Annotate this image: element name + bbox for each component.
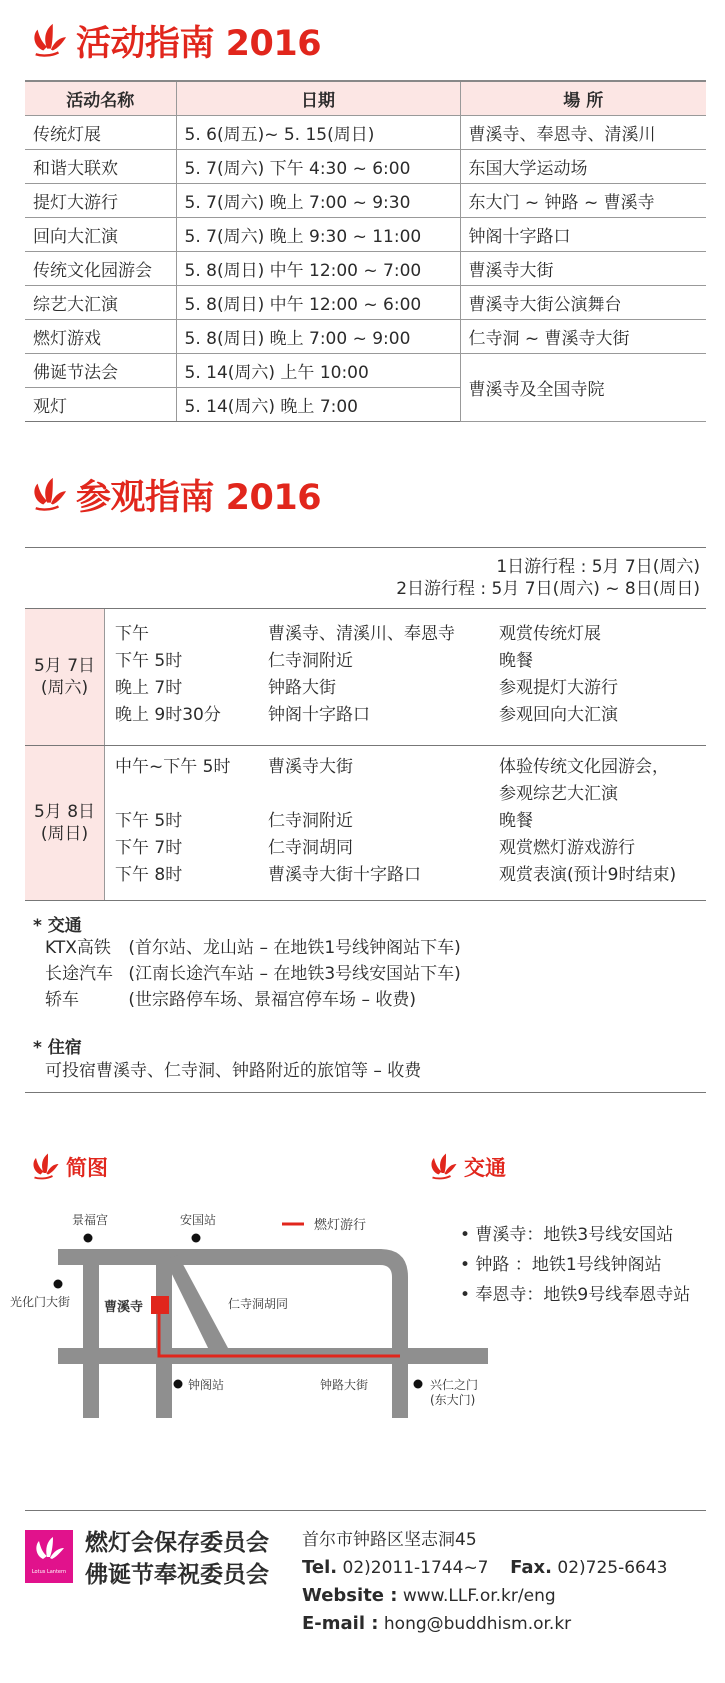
jogyesa-marker: [151, 1296, 169, 1314]
tour-line-2: 2日游行程 : 5月 7日(周六) ~ 8日(周日): [396, 579, 700, 599]
schedule-place: 钟阁十字路口: [268, 705, 370, 725]
table-row: [25, 217, 706, 251]
map-title: 简图: [30, 1152, 108, 1182]
event-place: 仁寺洞 ~ 曹溪寺大街: [460, 319, 706, 353]
fax-label: Fax.: [510, 1557, 552, 1578]
event-name: 提灯大游行: [25, 183, 176, 217]
organization-logo: [25, 1530, 73, 1583]
schedule-time: 下午 8时: [115, 865, 183, 885]
event-date: 5. 6(周五)~ 5. 15(周日): [176, 115, 460, 149]
day-weekday: (周日): [40, 824, 89, 844]
transit-list: [460, 1220, 690, 1310]
table-row: [25, 285, 706, 319]
organization-names: [85, 1527, 269, 1591]
table-row: [25, 115, 706, 149]
event-place: 东国大学运动场: [460, 149, 706, 183]
website-label: Website :: [302, 1585, 398, 1606]
schedule-activity: 体验传统文化园游会，: [499, 757, 669, 777]
transit-item: • 钟路 ：地铁1号线钟阁站: [460, 1255, 662, 1275]
day-date: 5月 8日: [33, 802, 96, 822]
event-name: 佛诞节法会: [25, 353, 176, 387]
schedule-activity: 观赏表演(预计9时结束): [499, 865, 677, 885]
footer-divider: [25, 1510, 706, 1511]
schedule-activity: 观赏燃灯游戏游行: [499, 838, 635, 858]
schedule-time: 下午: [115, 624, 149, 644]
event-place: 曹溪寺、奉恩寺、清溪川: [460, 115, 706, 149]
table-row: [25, 251, 706, 285]
transport-detail: (江南长途汽车站 – 在地铁3号线安国站下车): [128, 964, 461, 984]
transport-detail: (世宗路停车场、景福宫停车场 – 收费): [128, 990, 416, 1010]
map-label-jongno: 钟路大街: [320, 1378, 369, 1392]
tel-value: 02)2011-1744~7: [342, 1558, 489, 1578]
schedule-place: 仁寺洞附近: [268, 651, 353, 671]
map-label-gwanghwamun: 光化门大街: [10, 1295, 71, 1309]
column-header: 活动名称: [25, 81, 176, 115]
map-road: [165, 1255, 228, 1356]
lotus-logo-icon: [29, 1535, 69, 1579]
email-line: [302, 1610, 668, 1638]
map-label-gyeongbokgung: 景福宫: [72, 1213, 109, 1227]
transport-item: [45, 988, 416, 1012]
email-link[interactable]: hong@buddhism.or.kr: [383, 1614, 572, 1634]
lotus-icon: [30, 22, 68, 60]
table-header-row: [25, 81, 706, 115]
events-table: [25, 80, 706, 422]
lotus-icon: [30, 1152, 60, 1182]
schedule-activity: 观赏传统灯展: [499, 624, 601, 644]
event-name: 传统灯展: [25, 115, 176, 149]
schedule-place: 仁寺洞附近: [268, 811, 353, 831]
schedule-time: 下午 5时: [115, 651, 183, 671]
contact-info: [302, 1527, 668, 1638]
table-row: [25, 353, 706, 387]
column-header: 場 所: [460, 81, 706, 115]
event-name: 和谐大联欢: [25, 149, 176, 183]
org-name-1: 燃灯会保存委员会: [85, 1530, 269, 1556]
map-label-jonggak: 钟阁站: [188, 1378, 225, 1392]
tel-label: Tel.: [302, 1557, 338, 1578]
event-date: 5. 7(周六) 晚上 7:00 ~ 9:30: [176, 183, 460, 217]
schedule-time: 中午~下午 5时: [115, 757, 231, 777]
fax-value: 02)725-6643: [557, 1558, 668, 1578]
event-date: 5. 8(周日) 中午 12:00 ~ 6:00: [176, 285, 460, 319]
transport-heading: * 交通: [33, 916, 82, 936]
tour-line-1: 1日游行程 : 5月 7日(周六): [496, 557, 700, 577]
schedule-place: 曹溪寺大街十字路口: [268, 865, 421, 885]
website-link[interactable]: www.LLF.or.kr/eng: [402, 1586, 556, 1606]
map-label-anguk: 安国站: [180, 1213, 217, 1227]
transport-mode: KTX高铁: [45, 938, 111, 958]
legend-label: 燃灯游行: [314, 1218, 367, 1233]
day-label: [25, 609, 105, 745]
map-label-jogyesa: 曹溪寺: [104, 1300, 144, 1315]
event-date: 5. 8(周日) 晚上 7:00 ~ 9:00: [176, 319, 460, 353]
schedule-activity: 参观提灯大游行: [499, 678, 618, 698]
transit-title: 交通: [428, 1152, 506, 1182]
anguk-dot: [192, 1234, 201, 1243]
transit-item: • 曹溪寺：地铁3号线安国站: [460, 1225, 674, 1245]
event-date: 5. 7(周六) 晚上 9:30 ~ 11:00: [176, 217, 460, 251]
schedule-time: 下午 5时: [115, 811, 183, 831]
event-name: 回向大汇演: [25, 217, 176, 251]
transport-item: [45, 962, 461, 986]
lotus-icon: [428, 1152, 458, 1182]
route-map: [0, 1200, 490, 1430]
transit-item: • 奉恩寺：地铁9号线奉恩寺站: [460, 1285, 691, 1305]
transport-item: [45, 936, 461, 960]
day-date: 5月 7日: [33, 656, 96, 676]
schedule-activity: 晚餐: [499, 651, 533, 671]
day-label: [25, 746, 105, 900]
transport-mode: 长途汽车: [45, 964, 113, 984]
event-date: 5. 14(周六) 晚上 7:00: [176, 387, 460, 421]
transport-mode: 轿车: [45, 990, 79, 1010]
lodging-heading: * 住宿: [33, 1038, 82, 1058]
event-place: 曹溪寺大街: [460, 251, 706, 285]
schedule-place: 钟路大街: [268, 678, 336, 698]
map-label-heunginjimun: 兴仁之门: [430, 1378, 479, 1392]
table-row: [25, 319, 706, 353]
event-place: 曹溪寺大街公演舞台: [460, 285, 706, 319]
tour-itinerary-summary: [25, 547, 706, 609]
gwanghwamun-dot: [54, 1280, 63, 1289]
transport-detail: (首尔站、龙山站 – 在地铁1号线钟阁站下车): [128, 938, 461, 958]
schedule-time: 下午 7时: [115, 838, 183, 858]
heunginjimun-dot: [414, 1380, 423, 1389]
jonggak-dot: [174, 1380, 183, 1389]
column-header: 日期: [176, 81, 460, 115]
map-label-dongdaemun: (东大门): [430, 1393, 476, 1407]
event-name: 燃灯游戏: [25, 319, 176, 353]
map-roads: [58, 1249, 488, 1418]
event-name: 观灯: [25, 387, 176, 421]
event-place: 曹溪寺及全国寺院: [460, 353, 706, 421]
event-place: 东大门 ~ 钟路 ~ 曹溪寺: [460, 183, 706, 217]
event-name: 传统文化园游会: [25, 251, 176, 285]
event-place: 钟阁十字路口: [460, 217, 706, 251]
svg-text:Lotus Lantern: Lotus Lantern: [31, 1568, 67, 1575]
day-weekday: (周六): [40, 678, 89, 698]
schedule-place: 曹溪寺、清溪川、奉恩寺: [268, 624, 455, 644]
schedule-place: 曹溪寺大街: [268, 757, 353, 777]
schedule-time: 晚上 9时30分: [115, 705, 221, 725]
schedule-activity: 参观回向大汇演: [499, 705, 618, 725]
org-name-2: 佛诞节奉祝委员会: [85, 1562, 269, 1588]
map-road: [58, 1249, 408, 1418]
table-row: [25, 183, 706, 217]
schedule-activity: 参观综艺大汇演: [499, 784, 618, 804]
events-title: 活动指南 2016: [30, 16, 321, 66]
phone-line: [302, 1554, 668, 1582]
event-name: 综艺大汇演: [25, 285, 176, 319]
schedule-time: 晚上 7时: [115, 678, 183, 698]
address: 首尔市钟路区坚志洞45: [302, 1530, 477, 1550]
travel-notes: [25, 903, 706, 1093]
website-line: [302, 1582, 668, 1610]
map-label-insadong: 仁寺洞胡同: [228, 1297, 289, 1311]
event-date: 5. 7(周六) 下午 4:30 ~ 6:00: [176, 149, 460, 183]
schedule-place: 仁寺洞胡同: [268, 838, 353, 858]
tour-title: 参观指南 2016: [30, 470, 321, 520]
event-date: 5. 14(周六) 上午 10:00: [176, 353, 460, 387]
gyeongbokgung-dot: [84, 1234, 93, 1243]
tour-day-1: [25, 609, 706, 746]
map-road: [83, 1249, 99, 1418]
email-label: E-mail :: [302, 1613, 379, 1634]
event-date: 5. 8(周日) 中午 12:00 ~ 7:00: [176, 251, 460, 285]
lotus-icon: [30, 476, 68, 514]
schedule-activity: 晚餐: [499, 811, 533, 831]
table-row: [25, 149, 706, 183]
lodging-text: 可投宿曹溪寺、仁寺洞、钟路附近的旅馆等 – 收费: [45, 1061, 422, 1081]
tour-day-2: [25, 746, 706, 901]
